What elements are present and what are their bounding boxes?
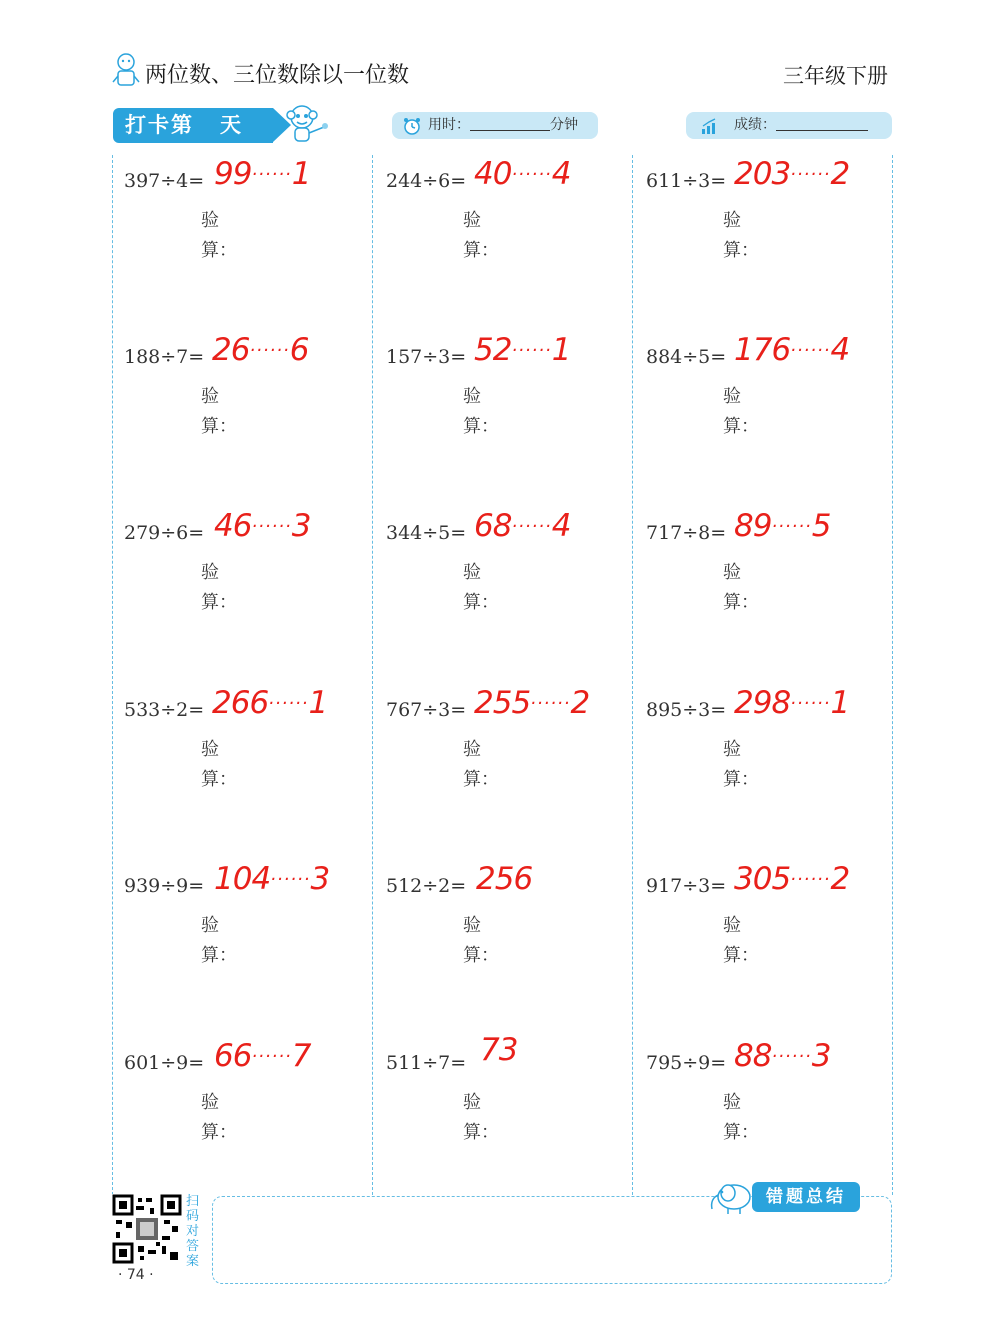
answer-quotient: 266	[212, 685, 269, 721]
answer-remainder: 7	[291, 1038, 311, 1074]
calc-label: 算：	[201, 592, 237, 613]
division-problem	[646, 156, 886, 284]
handwritten-answer: 305······2	[734, 861, 850, 897]
answer-remainder: 3	[811, 1038, 831, 1074]
page-number: · 74 ·	[118, 1267, 154, 1283]
calc-label: 算：	[723, 240, 759, 261]
check-label: 验	[201, 386, 219, 407]
division-problem	[646, 1038, 886, 1166]
handwritten-answer: 255······2	[474, 685, 590, 721]
checkin-label-suffix: 天	[220, 113, 243, 137]
answer-quotient: 68	[474, 508, 512, 544]
division-problem	[646, 508, 886, 636]
calc-label: 算：	[463, 240, 499, 261]
check-label: 验	[723, 386, 741, 407]
problem-expression: 795÷9=	[646, 1052, 727, 1074]
handwritten-answer: 88······3	[734, 1038, 831, 1074]
mascot-icon	[111, 52, 141, 88]
answer-remainder: 4	[551, 508, 571, 544]
check-label: 验	[463, 562, 481, 583]
answer-remainder: 3	[310, 861, 330, 897]
calc-label: 算：	[201, 240, 237, 261]
mistakes-summary-label: 错题总结	[752, 1182, 860, 1212]
division-problem	[646, 861, 886, 989]
answer-quotient: 104	[214, 861, 271, 897]
time-label: 用时：	[428, 117, 470, 133]
check-label: 验	[723, 210, 741, 231]
handwritten-answer: 99······1	[214, 156, 311, 192]
problem-expression: 512÷2=	[386, 875, 467, 897]
division-problem	[386, 1032, 626, 1166]
scan-for-answers-label: 扫码对答案	[186, 1194, 200, 1269]
problem-expression: 244÷6=	[386, 170, 467, 192]
calc-label: 算：	[723, 769, 759, 790]
handwritten-answer: 266······1	[212, 685, 328, 721]
problem-expression: 717÷8=	[646, 522, 727, 544]
problem-expression: 397÷4=	[124, 170, 205, 192]
problem-expression: 917÷3=	[646, 875, 727, 897]
answer-remainder: 2	[570, 685, 590, 721]
score-label: 成绩：	[734, 117, 776, 133]
check-label: 验	[201, 915, 219, 936]
division-problem	[124, 861, 364, 989]
calc-label: 算：	[201, 416, 237, 437]
problem-expression: 601÷9=	[124, 1052, 205, 1074]
check-label: 验	[463, 739, 481, 760]
problem-expression: 188÷7=	[124, 346, 205, 368]
check-label: 验	[463, 210, 481, 231]
handwritten-answer: 68······4	[474, 508, 571, 544]
check-label: 验	[201, 1092, 219, 1113]
problem-expression: 884÷5=	[646, 346, 727, 368]
answer-remainder: 5	[811, 508, 831, 544]
handwritten-answer: 104······3	[214, 861, 330, 897]
check-label: 验	[723, 562, 741, 583]
score-blank[interactable]	[776, 114, 868, 131]
time-unit: 分钟	[550, 117, 578, 133]
answer-remainder: 1	[830, 685, 850, 721]
handwritten-answer: 89······5	[734, 508, 831, 544]
answer-quotient: 89	[734, 508, 772, 544]
calc-label: 算：	[723, 1122, 759, 1143]
answer-remainder: 1	[308, 685, 328, 721]
handwritten-answer: 26······6	[212, 332, 309, 368]
elephant-icon	[706, 1177, 754, 1215]
handwritten-answer	[480, 1032, 517, 1068]
answer-quotient: 73	[480, 1032, 518, 1068]
handwritten-answer: 40······4	[474, 156, 571, 192]
division-problem	[124, 685, 364, 813]
division-problem	[386, 332, 626, 460]
calc-label: 算：	[723, 416, 759, 437]
answer-quotient: 99	[214, 156, 252, 192]
division-problem	[386, 156, 626, 284]
calc-label: 算：	[463, 769, 499, 790]
answer-remainder: 4	[830, 332, 850, 368]
calc-label: 算：	[201, 945, 237, 966]
check-label: 验	[463, 1092, 481, 1113]
division-problem	[386, 508, 626, 636]
calc-label: 算：	[723, 945, 759, 966]
handwritten-answer: 52······1	[474, 332, 571, 368]
answer-quotient: 88	[734, 1038, 772, 1074]
problem-expression: 511÷7=	[386, 1052, 467, 1074]
time-field	[392, 112, 598, 139]
answer-quotient: 298	[734, 685, 791, 721]
calc-label: 算：	[463, 1122, 499, 1143]
check-label: 验	[723, 915, 741, 936]
answer-quotient: 255	[474, 685, 531, 721]
alarm-clock-icon	[402, 116, 422, 136]
problem-expression: 533÷2=	[124, 699, 205, 721]
division-problem	[386, 685, 626, 813]
problem-expression: 344÷5=	[386, 522, 467, 544]
division-problem	[124, 508, 364, 636]
answer-quotient: 46	[214, 508, 252, 544]
score-field	[686, 112, 892, 139]
calc-label: 算：	[463, 416, 499, 437]
division-problem	[124, 1038, 364, 1166]
answer-remainder: 1	[551, 332, 571, 368]
column-divider	[892, 155, 893, 1195]
answer-remainder: 6	[289, 332, 309, 368]
handwritten-answer: 203······2	[734, 156, 850, 192]
answer-quotient: 203	[734, 156, 791, 192]
problem-expression: 767÷3=	[386, 699, 467, 721]
checkin-label-prefix: 打卡第	[125, 113, 194, 137]
handwritten-answer: 66······7	[214, 1038, 311, 1074]
handwritten-answer: 46······3	[214, 508, 311, 544]
answer-remainder: 2	[830, 156, 850, 192]
calc-label: 算：	[463, 945, 499, 966]
division-problem	[124, 156, 364, 284]
answer-remainder: 2	[830, 861, 850, 897]
calc-label: 算：	[463, 592, 499, 613]
division-problem	[124, 332, 364, 460]
calc-label: 算：	[201, 769, 237, 790]
division-problem	[646, 332, 886, 460]
calc-label: 算：	[723, 592, 759, 613]
check-label: 验	[723, 739, 741, 760]
problem-expression: 895÷3=	[646, 699, 727, 721]
time-blank[interactable]	[470, 114, 550, 131]
check-label: 验	[201, 562, 219, 583]
answer-quotient: 66	[214, 1038, 252, 1074]
answer-remainder: 4	[551, 156, 571, 192]
checkin-banner	[113, 108, 273, 143]
grade-label: 三年级下册	[783, 64, 888, 88]
column-divider	[112, 155, 113, 1195]
answer-quotient: 40	[474, 156, 512, 192]
calc-label: 算：	[201, 1122, 237, 1143]
check-label: 验	[463, 915, 481, 936]
handwritten-answer: 176······4	[734, 332, 850, 368]
answer-quotient: 176	[734, 332, 791, 368]
division-problem	[646, 685, 886, 813]
problem-expression: 611÷3=	[646, 170, 727, 192]
column-divider	[632, 155, 633, 1195]
qr-code-icon[interactable]	[112, 1194, 182, 1264]
page-title: 两位数、三位数除以一位数	[145, 63, 410, 88]
answer-quotient: 256	[476, 861, 533, 897]
division-problem	[386, 861, 626, 989]
check-label: 验	[463, 386, 481, 407]
check-label: 验	[201, 739, 219, 760]
monkey-mascot-icon	[282, 101, 330, 147]
answer-quotient: 26	[212, 332, 250, 368]
answer-quotient: 52	[474, 332, 512, 368]
problem-expression: 279÷6=	[124, 522, 205, 544]
handwritten-answer: 298······1	[734, 685, 850, 721]
answer-quotient: 305	[734, 861, 791, 897]
check-label: 验	[723, 1092, 741, 1113]
check-label: 验	[201, 210, 219, 231]
answer-remainder: 1	[291, 156, 311, 192]
problem-expression: 939÷9=	[124, 875, 205, 897]
column-divider	[372, 155, 373, 1195]
score-chart-icon	[700, 116, 720, 136]
handwritten-answer	[476, 861, 532, 897]
problem-expression: 157÷3=	[386, 346, 467, 368]
answer-remainder: 3	[291, 508, 311, 544]
